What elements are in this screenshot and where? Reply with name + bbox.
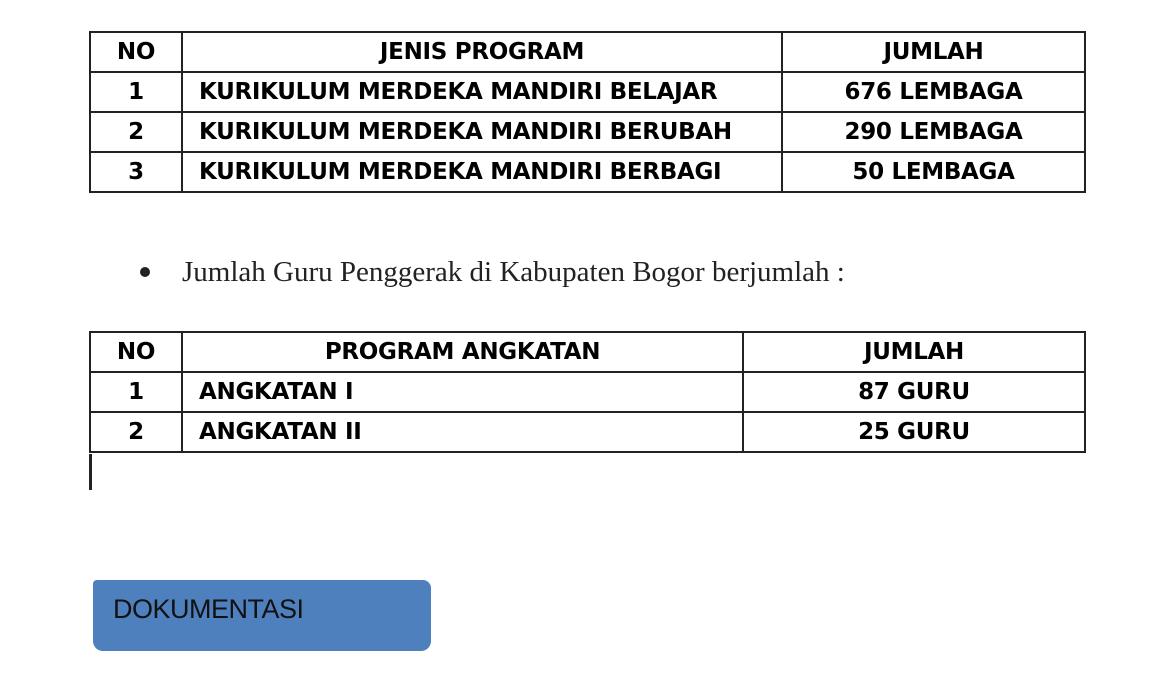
table-header-row <box>90 332 1085 372</box>
row-count: 87 GURU <box>743 372 1085 412</box>
table-header-row <box>90 32 1085 72</box>
row-count: 25 GURU <box>743 412 1085 452</box>
row-no: 3 <box>90 152 182 192</box>
program-table <box>89 31 1086 193</box>
row-no: 2 <box>90 412 182 452</box>
table-row <box>90 152 1085 192</box>
row-program-name: KURIKULUM MERDEKA MANDIRI BERUBAH <box>182 112 782 152</box>
bullet-paragraph <box>140 256 845 289</box>
header-program-angkatan: PROGRAM ANGKATAN <box>182 332 743 372</box>
guru-table <box>89 331 1086 453</box>
table-row <box>90 372 1085 412</box>
row-count: 290 LEMBAGA <box>782 112 1085 152</box>
header-jenis-program: JENIS PROGRAM <box>182 32 782 72</box>
table-row <box>90 412 1085 452</box>
row-angkatan-name: ANGKATAN I <box>182 372 743 412</box>
dokumentasi-label-text: DOKUMENTASI <box>113 594 304 624</box>
row-no: 1 <box>90 372 182 412</box>
row-angkatan-name: ANGKATAN II <box>182 412 743 452</box>
header-no: NO <box>90 32 182 72</box>
row-program-name: KURIKULUM MERDEKA MANDIRI BERBAGI <box>182 152 782 192</box>
text-cursor <box>89 454 92 490</box>
dokumentasi-section-label[interactable] <box>93 580 431 651</box>
header-jumlah: JUMLAH <box>743 332 1085 372</box>
header-jumlah: JUMLAH <box>782 32 1085 72</box>
table-row <box>90 112 1085 152</box>
row-program-name: KURIKULUM MERDEKA MANDIRI BELAJAR <box>182 72 782 112</box>
row-count: 676 LEMBAGA <box>782 72 1085 112</box>
row-no: 2 <box>90 112 182 152</box>
table-row <box>90 72 1085 112</box>
row-no: 1 <box>90 72 182 112</box>
header-no: NO <box>90 332 182 372</box>
row-count: 50 LEMBAGA <box>782 152 1085 192</box>
bullet-text: Jumlah Guru Penggerak di Kabupaten Bogor berjumlah : <box>182 256 845 288</box>
bullet-dot-icon <box>140 267 150 277</box>
